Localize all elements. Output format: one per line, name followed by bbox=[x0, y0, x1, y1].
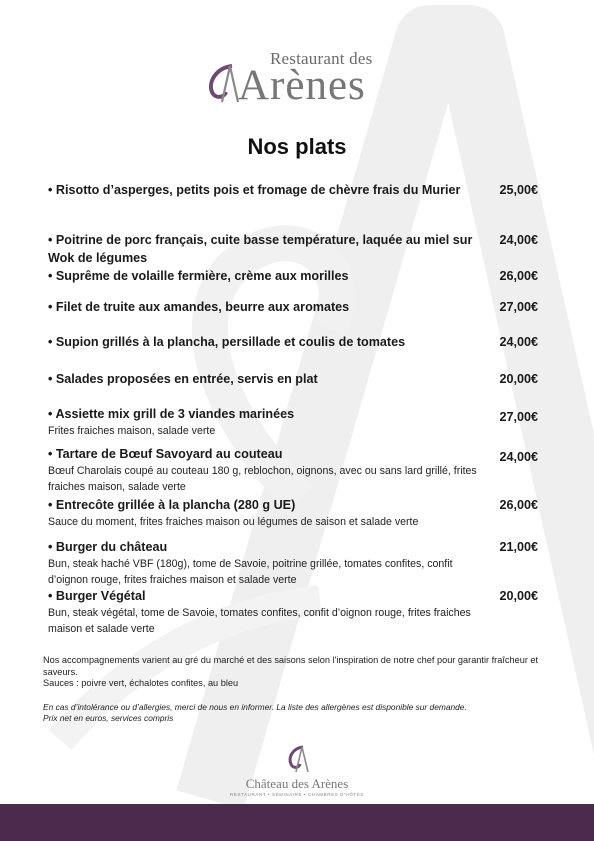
logo-monogram-icon bbox=[202, 58, 242, 106]
allergies-note: En cas d’intolérance ou d’allergies, merci de nous en informer. La liste des allergènes est disponible sur demande. bbox=[43, 702, 467, 712]
dish-description: Bun, steak haché VBF (180g), tome de Savoie, poitrine grillée, tomates confites, confit d’oignon rouge, frites fraiches maison et salade verte bbox=[48, 558, 453, 586]
dish-price: 26,00€ bbox=[499, 269, 538, 283]
accompaniments-note: Nos accompagnements varient au gré du marché et des saisons selon l'inspiration de notre chef pour garantir fraîcheur et saveurs. bbox=[43, 655, 539, 677]
sauces-note: Sauces : poivre vert, échalotes confites, au bleu bbox=[43, 678, 239, 688]
footer-monogram-icon bbox=[284, 742, 310, 774]
dish-name: • Tartare de Bœuf Savoyard au couteau bbox=[48, 447, 283, 461]
footer-logo bbox=[0, 742, 594, 779]
dish-item bbox=[48, 181, 538, 199]
bottom-color-bar bbox=[0, 804, 594, 841]
dish-description: Bœuf Charolais coupé au couteau 180 g, reblochon, oignons, avec ou sans lard grillé, frites fraiches maison, salade verte bbox=[48, 465, 477, 493]
dish-item bbox=[48, 496, 538, 530]
footer-name: Château des Arènes bbox=[245, 776, 349, 791]
dish-price: 21,00€ bbox=[499, 540, 538, 554]
prices-note: Prix net en euros, services compris bbox=[43, 713, 174, 723]
menu-notes bbox=[43, 655, 543, 690]
dish-name: • Salades proposées en entrée, servis en plat bbox=[48, 372, 318, 386]
dish-price: 27,00€ bbox=[499, 410, 538, 424]
logo-line-2: Arènes bbox=[238, 62, 366, 109]
dish-item bbox=[48, 333, 538, 351]
dish-name: • Filet de truite aux amandes, beurre aux aromates bbox=[48, 300, 350, 314]
dish-price: 26,00€ bbox=[499, 498, 538, 512]
dish-item bbox=[48, 298, 538, 316]
dish-name: • Assiette mix grill de 3 viandes marinées bbox=[48, 407, 295, 421]
dish-price: 20,00€ bbox=[499, 589, 538, 603]
dish-name: • Burger du château bbox=[48, 540, 168, 554]
dish-price: 20,00€ bbox=[499, 372, 538, 386]
dish-description: Sauce du moment, frites fraiches maison ou légumes de saison et salade verte bbox=[48, 516, 419, 528]
legal-notes bbox=[43, 702, 553, 724]
dish-item bbox=[48, 405, 538, 439]
footer-tagline: RESTAURANT • SÉMINAIRE • CHAMBRES D'HÔTES bbox=[230, 792, 364, 797]
dish-name: • Supion grillés à la plancha, persillade et coulis de tomates bbox=[48, 335, 406, 349]
dish-name: • Entrecôte grillée à la plancha (280 g UE) bbox=[48, 498, 296, 512]
dish-description: Frites fraiches maison, salade verte bbox=[48, 425, 216, 437]
dish-price: 24,00€ bbox=[499, 335, 538, 349]
dish-description: Bun, steak végétal, tome de Savoie, tomates confites, confit d’oignon rouge, frites fraiches maison et salade verte bbox=[48, 607, 471, 635]
dish-item bbox=[48, 445, 538, 495]
dish-price: 25,00€ bbox=[499, 183, 538, 197]
dish-item bbox=[48, 267, 538, 285]
restaurant-logo bbox=[0, 0, 594, 120]
dish-name: • Poitrine de porc français, cuite basse température, laquée au miel sur Wok de légumes bbox=[48, 233, 473, 265]
dish-name: • Risotto d’asperges, petits pois et fromage de chèvre frais du Murier bbox=[48, 183, 461, 197]
logo-line-1: Restaurant des bbox=[270, 49, 373, 68]
dish-price: 24,00€ bbox=[499, 450, 538, 464]
dish-item bbox=[48, 231, 538, 267]
dish-item bbox=[48, 587, 538, 637]
dish-price: 27,00€ bbox=[499, 300, 538, 314]
dish-item bbox=[48, 370, 538, 388]
dish-price: 24,00€ bbox=[499, 233, 538, 247]
dish-name: • Burger Végétal bbox=[48, 589, 146, 603]
dish-item bbox=[48, 538, 538, 588]
page-title: Nos plats bbox=[247, 134, 347, 159]
dish-name: • Suprême de volaille fermière, crème aux morilles bbox=[48, 269, 349, 283]
